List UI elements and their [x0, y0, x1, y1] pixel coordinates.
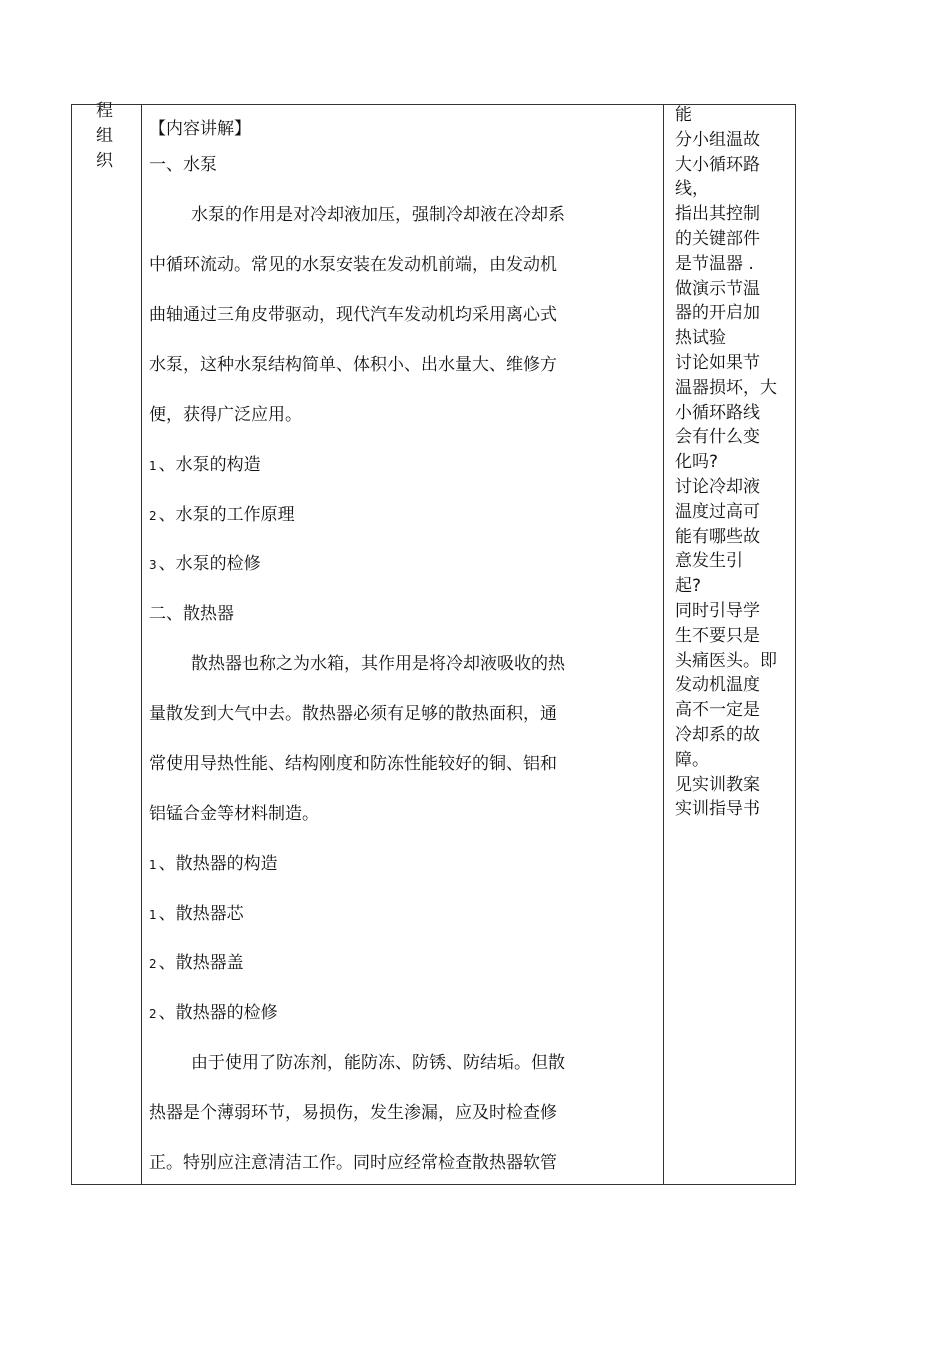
- note-line: 能有哪些故: [675, 526, 760, 547]
- note-line: 会有什么变: [675, 427, 760, 448]
- paragraph-line: 中循环流动。常见的水泵安装在发动机前端，由发动机: [149, 255, 557, 275]
- teaching-notes: [675, 103, 795, 822]
- note-line: 指出其控制: [675, 204, 760, 225]
- stage-char: 织: [96, 151, 113, 171]
- paragraph-line: 常使用导热性能、结构刚度和防冻性能较好的铜、铝和: [149, 754, 557, 774]
- paragraph-line: 散热器也称之为水箱，其作用是将冷却液吸收的热: [191, 654, 565, 674]
- note-line: 温度过高可: [675, 501, 760, 522]
- list-item: 1 、散热器的构造: [149, 854, 278, 874]
- note-line: 能: [675, 105, 692, 125]
- note-line: 冷却系的故: [675, 724, 760, 745]
- note-line: 线，: [675, 179, 709, 200]
- note-line: 讨论如果节: [675, 352, 760, 373]
- note-line: 大小循环路: [675, 154, 760, 175]
- note-line: 做演示节温: [675, 278, 760, 299]
- paragraph-line: 曲轴通过三角皮带驱动，现代汽车发动机均采用离心式: [149, 305, 557, 325]
- note-line: 小循环路线: [675, 402, 760, 423]
- paragraph-line: 水泵的作用是对冷却液加压，强制冷却液在冷却系: [191, 205, 565, 225]
- note-line: 高不一定是: [675, 700, 760, 721]
- note-line: 温器损坏，大: [675, 377, 777, 398]
- lesson-table: [71, 101, 796, 1185]
- note-line: 起?: [675, 576, 702, 597]
- list-item: 2 、水泵的工作原理: [149, 505, 295, 525]
- stage-column: [72, 101, 142, 1184]
- stage-char: 程: [96, 101, 113, 121]
- note-line: 发动机温度: [675, 675, 760, 696]
- note-line: 意发生引: [675, 551, 743, 572]
- paragraph-line: 铝锰合金等材料制造。: [149, 804, 319, 824]
- stage-label: [96, 99, 116, 174]
- stage-char: 组: [96, 126, 113, 146]
- note-line: 讨论冷却液: [675, 476, 760, 497]
- section-title-pump: 一、水泵: [149, 155, 217, 175]
- note-line: 器的开启加: [675, 303, 760, 324]
- list-item: 1 、水泵的构造: [149, 455, 261, 475]
- content-column: [142, 105, 663, 1184]
- paragraph-line: 水泵，这种水泵结构简单、体积小、出水量大、维修方: [149, 355, 557, 375]
- section-title-radiator: 二、散热器: [149, 604, 234, 624]
- note-line: 见实训教案: [675, 774, 760, 795]
- list-item: 2 、散热器盖: [149, 953, 244, 973]
- notes-column: [664, 105, 796, 1184]
- note-line: 头痛医头。即: [675, 650, 777, 671]
- note-line: 生不要只是: [675, 625, 760, 646]
- list-item: 2 、散热器的检修: [149, 1003, 278, 1023]
- note-line: 是节温器 .: [675, 253, 754, 274]
- note-line: 障。: [675, 749, 709, 770]
- paragraph-line: 量散发到大气中去。散热器必须有足够的散热面积，通: [149, 704, 557, 724]
- list-item: 3 、水泵的检修: [149, 554, 261, 574]
- paragraph-line: 便，获得广泛应用。: [149, 405, 302, 425]
- paragraph-line: 由于使用了防冻剂，能防冻、防锈、防结垢。但散: [191, 1053, 565, 1073]
- paragraph-line: 热器是个薄弱环节，易损伤，发生渗漏，应及时检查修: [149, 1103, 557, 1123]
- note-line: 同时引导学: [675, 600, 760, 621]
- note-line: 的关键部件: [675, 228, 760, 249]
- note-line: 分小组温故: [675, 129, 760, 150]
- list-item: 1 、散热器芯: [149, 904, 244, 924]
- paragraph-line: 正。特别应注意清洁工作。同时应经常检查散热器软管: [149, 1153, 557, 1173]
- note-line: 热试验: [675, 328, 726, 349]
- note-line: 实训指导书: [675, 799, 760, 820]
- note-line: 化吗?: [675, 452, 719, 473]
- content-heading: 【内容讲解】: [149, 119, 251, 139]
